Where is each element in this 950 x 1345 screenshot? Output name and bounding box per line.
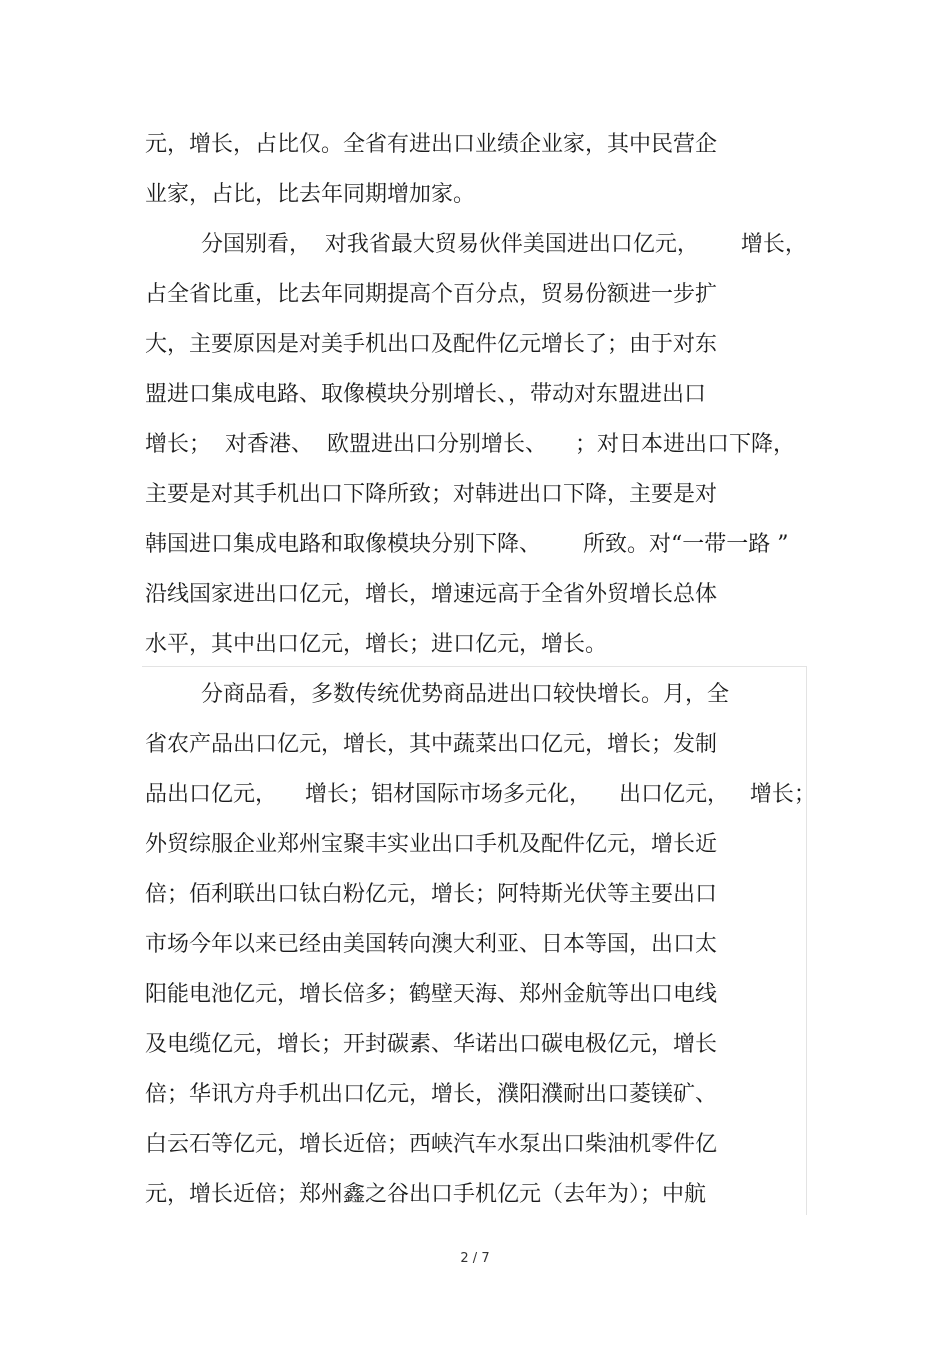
text-line: 分国别看， 对我省最大贸易伙伴美国进出口亿元， 增长， — [145, 232, 807, 257]
text-line: 元，增长，占比仅。全省有进出口业绩企业家，其中民营企 — [145, 132, 718, 157]
text-line: 盟进口集成电路、取像模块分别增长、，带动对东盟进出口 — [145, 382, 707, 407]
text-line: 市场今年以来已经由美国转向澳大利亚、日本等国，出口太 — [145, 932, 718, 957]
text-line: 外贸综服企业郑州宝聚丰实业出口手机及配件亿元，增长近 — [145, 832, 718, 857]
text-line: 沿线国家进出口亿元，增长，增速远高于全省外贸增长总体 — [145, 582, 718, 607]
text-line: 大，主要原因是对美手机出口及配件亿元增长了；由于对东 — [145, 332, 718, 357]
text-line: 品出口亿元， 增长；铝材国际市场多元化， 出口亿元， 增长； — [145, 782, 816, 807]
text-line: 倍；佰利联出口钛白粉亿元，增长；阿特斯光伏等主要出口 — [145, 882, 718, 907]
text-line: 占全省比重，比去年同期提高个百分点，贸易份额进一步扩 — [145, 282, 718, 307]
text-line: 倍；华讯方舟手机出口亿元，增长，濮阳濮耐出口菱镁矿、 — [145, 1082, 718, 1107]
text-line: 分商品看，多数传统优势商品进出口较快增长。月，全 — [145, 682, 729, 707]
text-line: 及电缆亿元，增长；开封碳素、华诺出口碳电极亿元，增长 — [145, 1032, 718, 1057]
text-line: 韩国进口集成电路和取像模块分别下降、 所致。对“一带一路 ” — [145, 532, 789, 557]
text-line: 元，增长近倍；郑州鑫之谷出口手机亿元（去年为）；中航 — [145, 1182, 707, 1207]
text-line: 阳能电池亿元，增长倍多；鹤壁天海、郑州金航等出口电线 — [145, 982, 718, 1007]
text-line: 主要是对其手机出口下降所致；对韩进出口下降，主要是对 — [145, 482, 718, 507]
text-line: 白云石等亿元，增长近倍；西峡汽车水泵出口柴油机零件亿 — [145, 1132, 718, 1157]
text-line: 省农产品出口亿元，增长，其中蔬菜出口亿元，增长；发制 — [145, 732, 718, 757]
text-line: 水平，其中出口亿元，增长；进口亿元，增长。 — [145, 632, 608, 657]
text-line: 增长； 对香港、 欧盟进出口分别增长、 ；对日本进出口下降， — [145, 432, 795, 457]
page-number: 2 / 7 — [460, 1251, 490, 1266]
text-line: 业家，占比，比去年同期增加家。 — [145, 182, 476, 207]
